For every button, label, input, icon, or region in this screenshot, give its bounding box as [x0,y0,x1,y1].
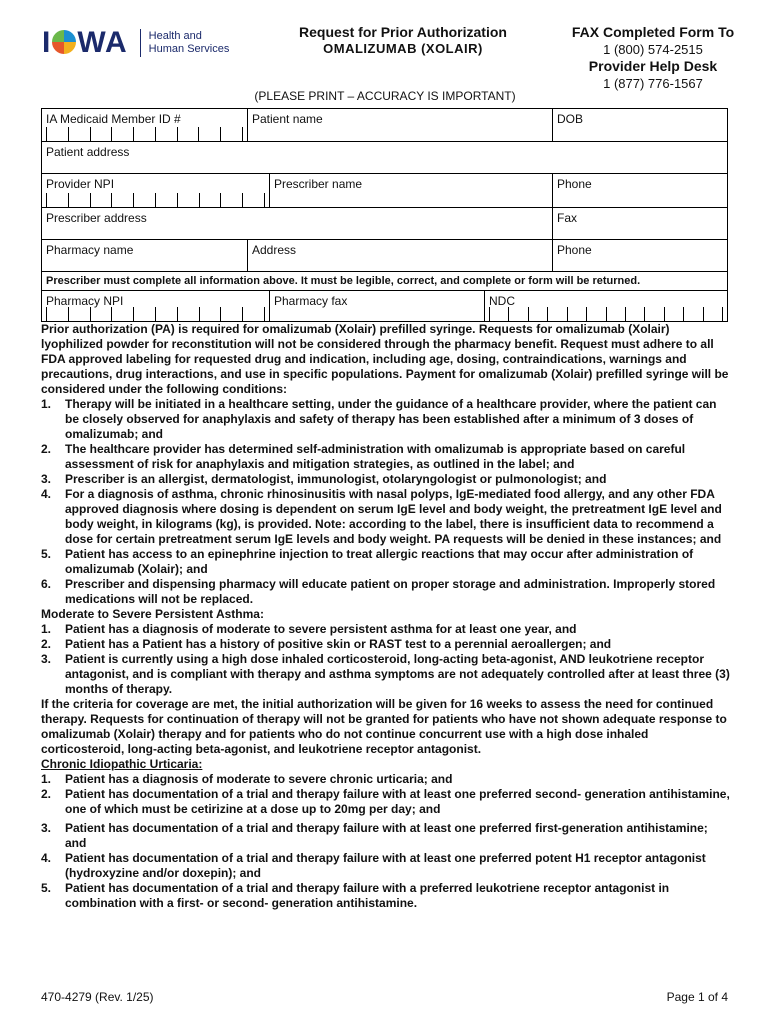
item-text: For a diagnosis of asthma, chronic rhinosinusitis with nasal polyps, IgE-mediated food allergy, and any other FDA approved diagnosis where dosing is dependent on serum IgE level and body weight, the pretreatment IgE level and body weight, in kilograms (kg), is provided. Note: according to the label, there is insufficient data to recommend a dose for certain pretreatment serum IgE levels and body weight. PA requests will be denied in these instances; and [65,487,722,546]
item-text: Prescriber and dispensing pharmacy will educate patient on proper storage and administration. Improperly stored medications will not be replaced. [65,577,716,606]
item-text: Patient has a diagnosis of moderate to severe chronic urticaria; and [65,772,453,786]
urticaria-list-b [41,821,731,911]
iowa-hhs-logo [42,28,229,58]
logo-letter-i: I [42,26,52,59]
form-row-provider [41,173,728,207]
list-item [41,851,731,881]
patient-info-form [41,108,728,322]
list-item [41,547,731,577]
prescriber-address-label: Prescriber address [46,211,147,225]
ndc-field[interactable] [484,291,727,321]
pharmacy-npi-boxes [46,307,265,321]
item-number: 6. [41,577,52,591]
list-item [41,881,731,911]
member-id-boxes [46,127,243,141]
item-text: Patient has documentation of a trial and therapy failure with at least one preferred first-generation antihistamine; and [65,821,708,850]
list-item [41,787,731,817]
fax-field-label: Fax [557,211,578,225]
pharmacy-address-field[interactable] [247,240,552,271]
item-text: Therapy will be initiated in a healthcare setting, under the guidance of a healthcare provider, where the patient can be closely observed for anaphylaxis and safety of therapy has been established after a minimum of 3 doses of omalizumab; and [65,397,717,441]
conditions-list [41,397,731,607]
phone2-label: Phone [557,243,592,257]
intro-paragraph: Prior authorization (PA) is required for omalizumab (Xolair) prefilled syringe. Requests for omalizumab (Xolair) lyophilized powder for reconstitution will not be considered through the pharmacy benefit. Request must adhere to all FDA approved labeling for requested drug and indication, including age, dosing, contraindications, warnings and precautions, drug interactions, and use in specific populations. Payment for omalizumab (Xolair) prefilled syringe will be considered under the following conditions: [41,322,729,396]
urticaria-heading: Chronic Idiopathic Urticaria: [41,757,203,771]
item-text: Patient has access to an epinephrine injection to treat allergic reactions that may occur after administration of omalizumab (Xolair); and [65,547,694,576]
list-item [41,487,731,547]
item-number: 3. [41,652,52,666]
list-item [41,772,731,787]
logo-letters-wa: WA [77,26,128,59]
form-row-member [41,108,728,141]
list-item [41,397,731,442]
criteria-text [41,322,731,911]
item-text: Patient has a diagnosis of moderate to severe persistent asthma for at least one year, and [65,622,577,636]
form-row-notice [41,271,728,290]
list-item [41,821,731,851]
list-item [41,652,731,697]
coverage-paragraph: If the criteria for coverage are met, the initial authorization will be given for 16 weeks to assess the need for continued therapy. Requests for continuation of therapy will not be granted for patients who have not shown adequate response to omalizumab (Xolair) therapy and for patients who do not continue concurrent use with a high dose inhaled corticosteroid, long-acting beta-agonist, and leukotriene receptor antagonist. [41,697,727,756]
please-print-note: (PLEASE PRINT – ACCURACY IS IMPORTANT) [254,89,516,103]
pharmacy-name-label: Pharmacy name [46,243,134,257]
patient-name-field[interactable] [247,109,552,141]
ndc-boxes [489,307,723,321]
ndc-label: NDC [489,294,515,308]
member-id-field[interactable] [42,109,247,141]
item-text: The healthcare provider has determined self-administration with omalizumab is appropriate based on careful assessment of risk for anaphylaxis and mitigation strategies, as outlined in the label; and [65,442,686,471]
pharmacy-npi-label: Pharmacy NPI [46,294,124,308]
prescriber-name-label: Prescriber name [274,177,363,191]
prescriber-name-field[interactable] [269,174,552,207]
item-text: Patient has documentation of a trial and therapy failure with at least one preferred potent H1 receptor antagonist (hydroxyzine and/or doxepin); and [65,851,706,880]
item-text: Patient has documentation of a trial and therapy failure with a preferred leukotriene receptor antagonist in combination with a first- or second- generation antihistamine. [65,881,670,910]
asthma-list [41,622,731,697]
list-item [41,622,731,637]
pharmacy-phone-field[interactable] [552,240,727,271]
item-number: 3. [41,821,52,835]
dob-field[interactable] [552,109,727,141]
completion-notice: Prescriber must complete all information above. It must be legible, correct, and complete or form will be returned. [46,275,641,287]
logo-divider [140,29,141,57]
list-item [41,442,731,472]
item-text: Patient has documentation of a trial and therapy failure with at least one preferred second- generation antihistamine, one of which must be cetirizine at a dose up to 20mg per day; and [65,787,730,816]
item-number: 1. [41,622,52,636]
item-number: 3. [41,472,52,486]
item-text: Patient is currently using a high dose inhaled corticosteroid, long-acting beta-agonist, AND leukotriene receptor antagonist, and is compliant with therapy and asthma symptoms are not adequately controlled after at least three (3) months of therapy. [65,652,730,696]
help-desk-label: Provider Help Desk [588,58,718,74]
prescriber-phone-field[interactable] [552,174,727,207]
provider-npi-boxes [46,193,265,207]
fax-info [548,24,758,92]
logo-sub-line-1: Health and [148,30,202,42]
logo-wordmark [42,28,128,58]
fax-number: 1 (800) 574-2515 [603,42,703,57]
help-desk-number: 1 (877) 776-1567 [603,76,703,91]
logo-subtitle [149,30,230,56]
form-title [272,24,534,57]
title-line-1: Request for Prior Authorization [299,24,507,40]
patient-address-label: Patient address [46,145,130,159]
item-number: 2. [41,637,52,651]
urticaria-list-a [41,772,731,817]
prescriber-fax-field[interactable] [552,208,727,239]
form-row-pharmacy-npi [41,290,728,322]
provider-npi-field[interactable] [42,174,269,207]
form-row-prescriber-address [41,207,728,239]
logo-sub-line-2: Human Services [148,43,230,55]
item-number: 2. [41,442,52,456]
item-number: 4. [41,851,52,865]
prescriber-address-field[interactable] [42,208,552,239]
asthma-heading: Moderate to Severe Persistent Asthma: [41,607,264,621]
pharmacy-fax-field[interactable] [269,291,484,321]
item-number: 5. [41,547,52,561]
list-item [41,577,731,607]
form-number: 470-4279 (Rev. 1/25) [41,990,154,1004]
form-row-pharmacy [41,239,728,271]
item-number: 5. [41,881,52,895]
logo-o-circle-icon [52,30,76,54]
item-text: Patient has a Patient has a history of positive skin or RAST test to a perennial aeroallergen; and [65,637,612,651]
item-number: 2. [41,787,52,801]
patient-address-field[interactable] [42,142,727,173]
provider-npi-label: Provider NPI [46,177,115,191]
pharmacy-fax-label: Pharmacy fax [274,294,348,308]
dob-label: DOB [557,112,584,126]
item-number: 1. [41,772,52,786]
list-item [41,472,731,487]
title-line-2: OMALIZUMAB (XOLAIR) [323,41,483,56]
phone-label: Phone [557,177,592,191]
member-id-label: IA Medicaid Member ID # [46,112,181,126]
pharmacy-npi-field[interactable] [42,291,269,321]
page-number: Page 1 of 4 [666,990,728,1004]
item-number: 4. [41,487,52,501]
address-label: Address [252,243,297,257]
item-number: 1. [41,397,52,411]
item-text: Prescriber is an allergist, dermatologist, immunologist, otolaryngologist or pulmonologist; and [65,472,607,486]
pharmacy-name-field[interactable] [42,240,247,271]
form-row-address [41,141,728,173]
patient-name-label: Patient name [252,112,323,126]
fax-label: FAX Completed Form To [571,24,735,40]
list-item [41,637,731,652]
